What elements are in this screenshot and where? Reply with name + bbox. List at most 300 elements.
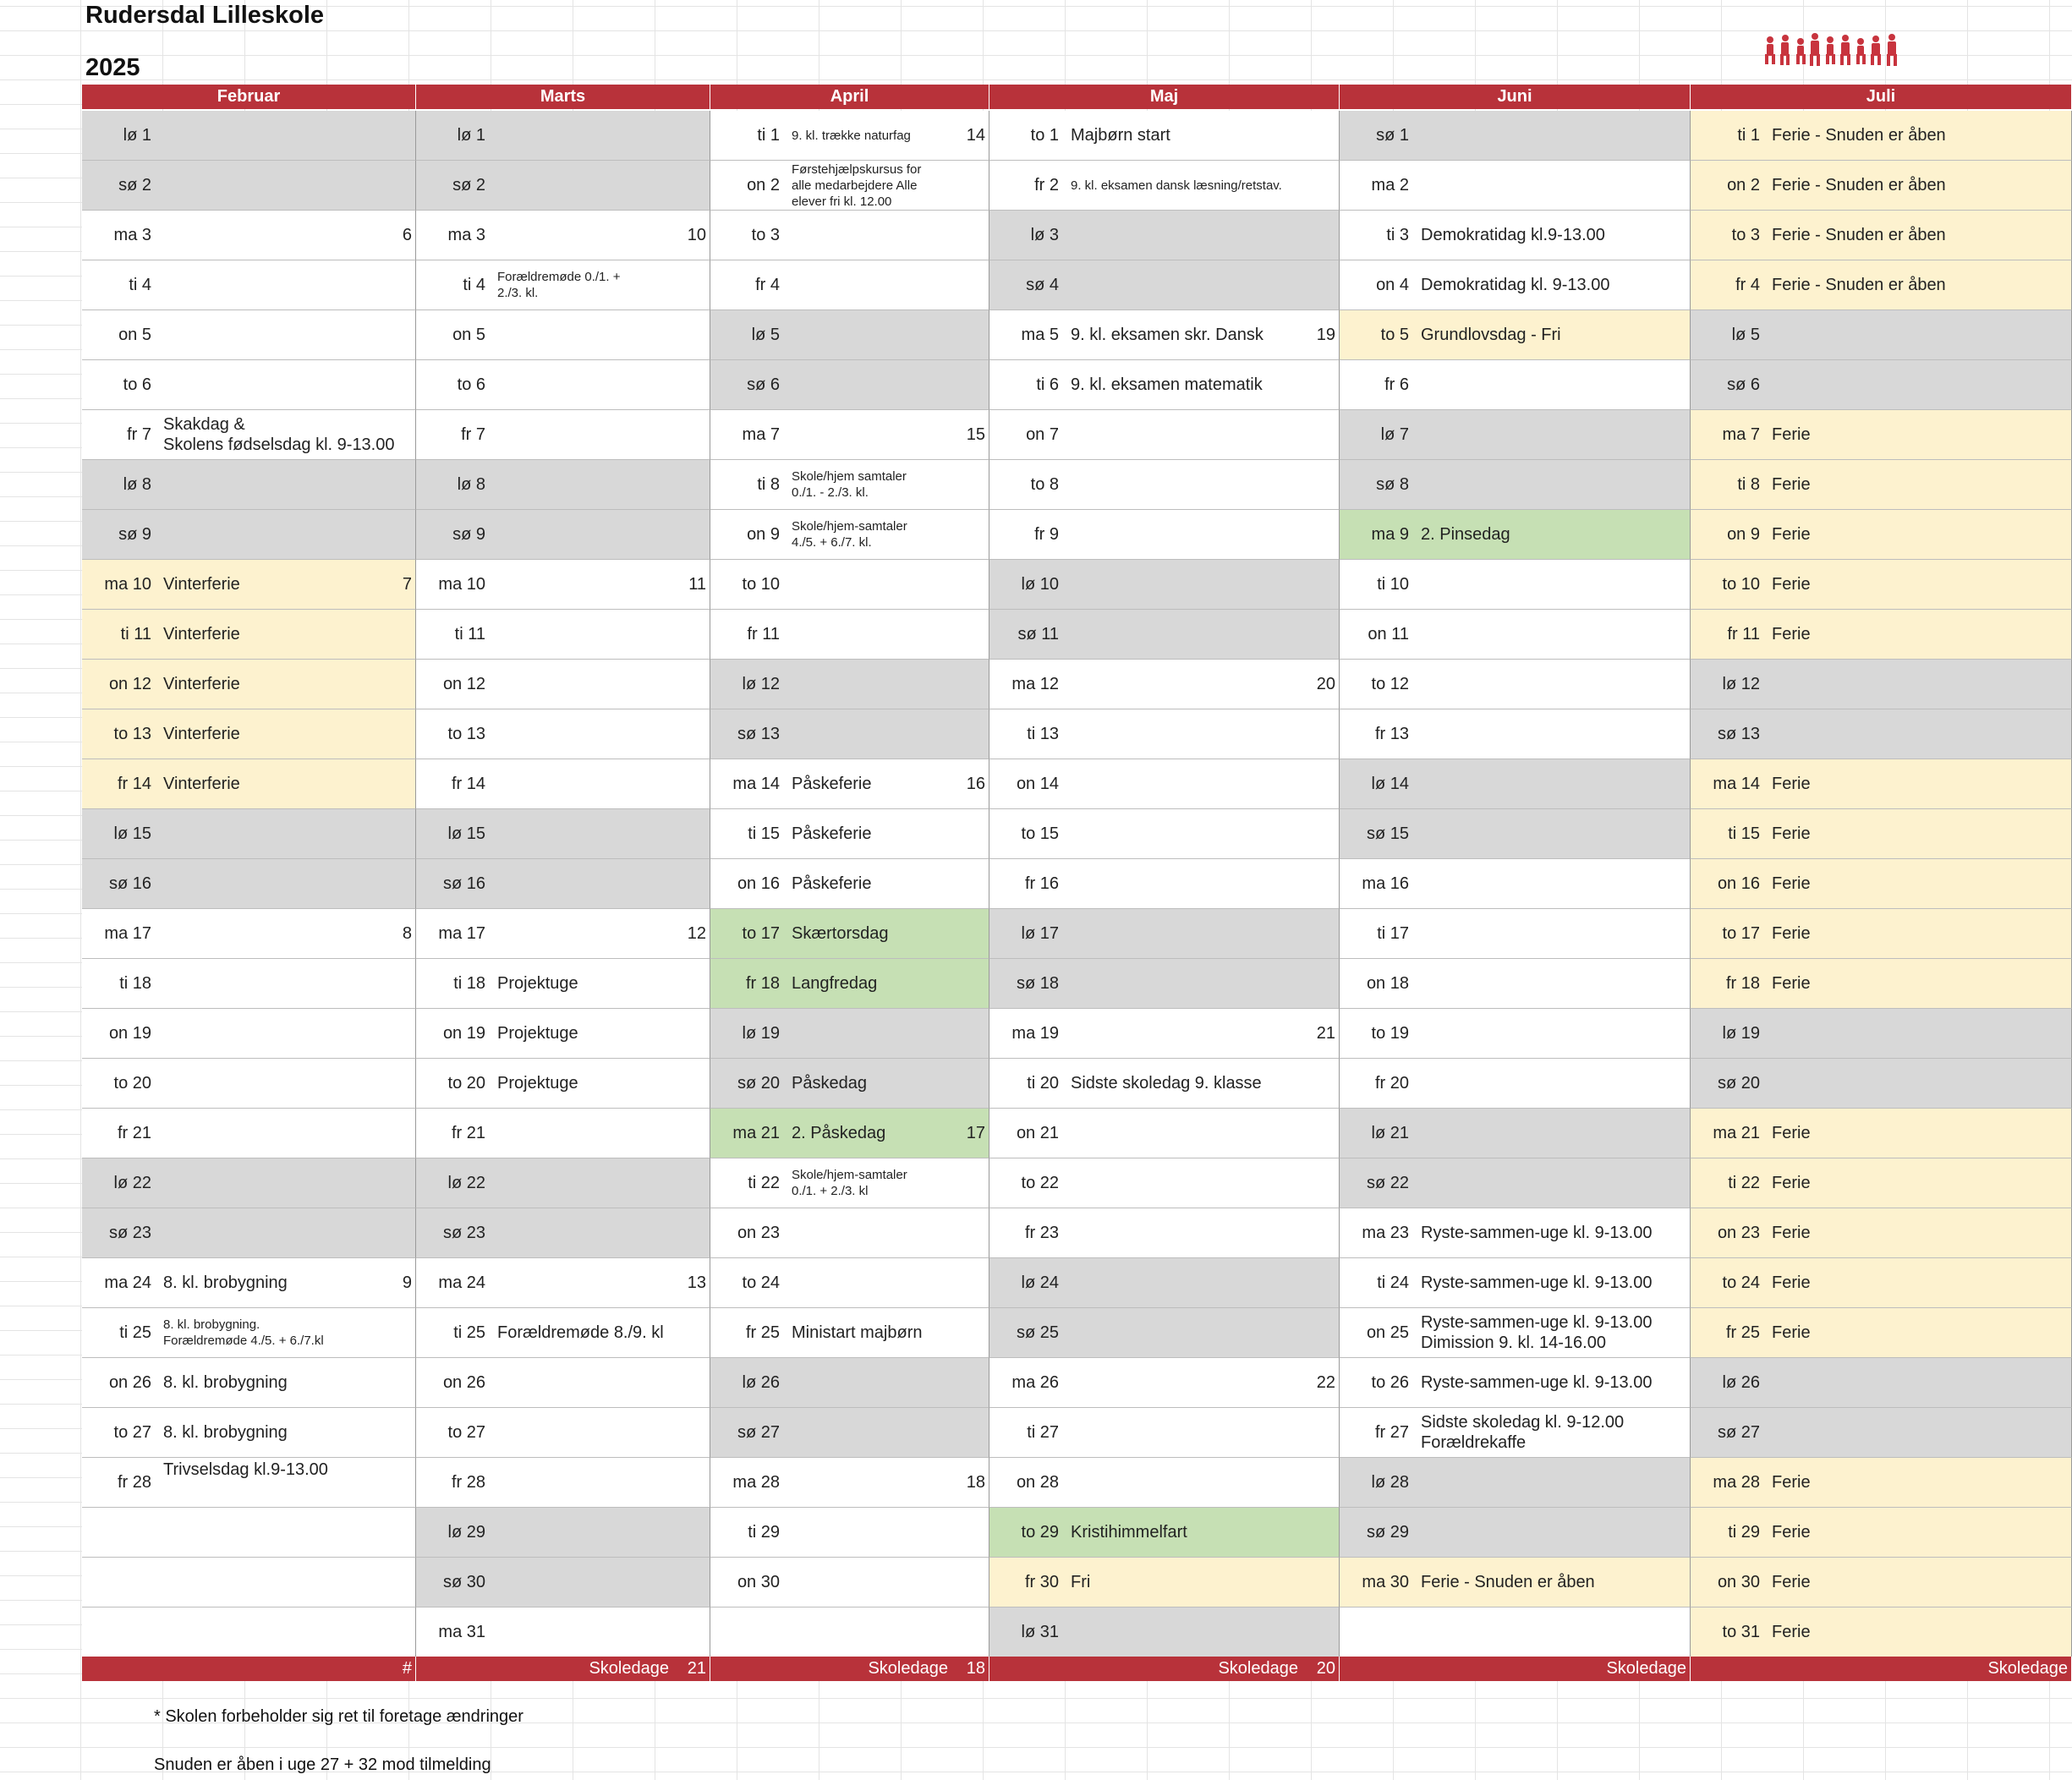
event-text: Ferie - Snuden er åben: [1772, 276, 1946, 294]
event-text: Førstehjælpskursus for alle medarbejdere Alle elever fri kl. 12.00: [792, 162, 922, 209]
day-cell: [82, 859, 416, 909]
day-label: on 9: [747, 524, 780, 544]
day-cell: [989, 1358, 1340, 1408]
day-cell: [416, 859, 710, 909]
school-title: Rudersdal Lilleskole: [85, 2, 325, 29]
school-days-count: 20: [1316, 1659, 1335, 1678]
day-label: sø 18: [1016, 973, 1059, 993]
day-label: ti 17: [1377, 923, 1409, 943]
event-text: Ferie: [1772, 924, 1811, 943]
day-cell: [1340, 310, 1691, 360]
day-label: fr 30: [1024, 1572, 1059, 1591]
day-cell: [1691, 1059, 2072, 1109]
day-label: fr 7: [127, 424, 151, 444]
day-cell: [416, 709, 710, 759]
day-cell: [710, 660, 989, 709]
day-label: lø 5: [751, 325, 780, 344]
event-text: Vinterferie: [163, 775, 240, 793]
day-cell: [82, 1558, 416, 1607]
day-cell: [82, 161, 416, 211]
day-cell: [710, 211, 989, 260]
day-cell: [1691, 909, 2072, 959]
day-label: on 19: [442, 1023, 485, 1043]
day-label: ti 22: [748, 1173, 780, 1192]
day-label: on 26: [442, 1372, 485, 1392]
event-text: 8. kl. brobygning: [163, 1273, 288, 1292]
day-label: sø 30: [442, 1572, 485, 1591]
day-label: to 3: [751, 225, 780, 244]
day-label: to 12: [1371, 674, 1409, 693]
day-label: on 28: [1016, 1472, 1059, 1492]
day-cell: [1691, 1358, 2072, 1408]
day-cell: [989, 360, 1340, 410]
month-header: Juli: [1691, 85, 2072, 109]
day-label: on 30: [737, 1572, 780, 1591]
day-label: ti 1: [1737, 125, 1760, 145]
day-cell: [1691, 310, 2072, 360]
month-footer: [710, 1657, 989, 1681]
event-text: Majbørn start: [1071, 126, 1170, 145]
day-label: fr 18: [1725, 973, 1760, 993]
day-label: fr 11: [747, 624, 780, 644]
event-text: Ferie: [1772, 625, 1811, 644]
day-cell: [989, 1458, 1340, 1508]
day-cell: [416, 1508, 710, 1558]
day-label: ma 10: [104, 574, 151, 594]
event-text: Vinterferie: [163, 725, 240, 743]
day-cell: [989, 709, 1340, 759]
event-text: Skole/hjem-samtaler 0./1. + 2./3. kl: [792, 1168, 907, 1198]
month-footer: [82, 1657, 416, 1681]
day-cell: [1691, 660, 2072, 709]
day-cell: [1691, 260, 2072, 310]
day-label: ma 28: [732, 1472, 780, 1492]
day-cell: [82, 959, 416, 1009]
week-number: 8: [402, 923, 412, 943]
day-cell: [710, 310, 989, 360]
day-cell: [710, 1258, 989, 1308]
day-label: to 15: [1021, 824, 1059, 843]
day-label: to 10: [1722, 574, 1760, 594]
week-number: 18: [966, 1472, 985, 1492]
day-label: ti 18: [119, 973, 151, 993]
week-number: 22: [1316, 1372, 1335, 1392]
day-cell: [1691, 1258, 2072, 1308]
day-label: lø 12: [742, 674, 780, 693]
day-label: to 17: [1722, 923, 1760, 943]
event-text: Projektuge: [497, 974, 578, 993]
day-label: on 5: [452, 325, 485, 344]
day-label: ti 3: [1386, 225, 1409, 244]
event-text: 2. Påskedag: [792, 1124, 886, 1142]
day-cell: [989, 809, 1340, 859]
day-cell: [1340, 161, 1691, 211]
day-label: to 26: [1371, 1372, 1409, 1392]
day-cell: [416, 759, 710, 809]
day-label: sø 23: [108, 1223, 151, 1242]
day-label: fr 14: [451, 774, 485, 793]
day-label: fr 25: [1725, 1323, 1760, 1342]
day-label: fr 18: [745, 973, 780, 993]
day-cell: [416, 1009, 710, 1059]
day-cell: [82, 1158, 416, 1208]
event-text: Sidste skoledag 9. klasse: [1071, 1074, 1262, 1093]
day-cell: [1691, 161, 2072, 211]
day-cell: [82, 460, 416, 510]
event-text: Sidste skoledag kl. 9-12.00 Forældrekaffe: [1421, 1413, 1625, 1452]
day-label: sø 2: [118, 175, 151, 194]
month-footer: [1340, 1657, 1691, 1681]
day-cell: [82, 1109, 416, 1158]
day-cell: [82, 410, 416, 460]
day-cell: [989, 1607, 1340, 1657]
day-label: fr 20: [1374, 1073, 1409, 1093]
day-label: on 21: [1016, 1123, 1059, 1142]
day-cell: [710, 1109, 989, 1158]
day-label: fr 13: [1374, 724, 1409, 743]
event-text: Skærtorsdag: [792, 924, 889, 943]
day-cell: [82, 1358, 416, 1408]
day-cell: [416, 360, 710, 410]
day-cell: [416, 410, 710, 460]
day-cell: [1340, 410, 1691, 460]
day-label: ma 26: [1011, 1372, 1059, 1392]
day-cell: [82, 1059, 416, 1109]
day-cell: [416, 909, 710, 959]
week-number: 20: [1316, 674, 1335, 693]
day-cell: [416, 610, 710, 660]
day-label: sø 4: [1026, 275, 1059, 294]
day-cell: [1340, 660, 1691, 709]
day-label: fr 9: [1034, 524, 1059, 544]
day-label: on 2: [1727, 175, 1760, 194]
day-label: lø 22: [113, 1173, 151, 1192]
day-cell: [416, 211, 710, 260]
day-label: ma 30: [1362, 1572, 1409, 1591]
day-label: fr 7: [461, 424, 485, 444]
day-label: sø 20: [737, 1073, 780, 1093]
day-label: sø 25: [1016, 1323, 1059, 1342]
day-label: to 31: [1722, 1622, 1760, 1641]
day-label: sø 1: [1376, 125, 1409, 145]
day-cell: [1691, 1607, 2072, 1657]
week-number: 11: [688, 574, 706, 594]
day-cell: [82, 660, 416, 709]
day-label: to 6: [457, 375, 485, 394]
day-cell: [989, 410, 1340, 460]
day-cell: [1340, 909, 1691, 959]
day-cell: [1340, 1308, 1691, 1358]
day-label: lø 26: [1722, 1372, 1760, 1392]
day-label: sø 11: [1017, 624, 1059, 644]
day-cell: [710, 560, 989, 610]
school-days-label: Skoledage: [1987, 1659, 2068, 1678]
day-cell: [1340, 560, 1691, 610]
day-label: ma 7: [1722, 424, 1760, 444]
day-label: sø 22: [1366, 1173, 1409, 1192]
day-label: on 19: [108, 1023, 151, 1043]
day-label: lø 7: [1380, 424, 1409, 444]
day-label: on 4: [1376, 275, 1409, 294]
day-label: ma 21: [732, 1123, 780, 1142]
day-label: ma 17: [104, 923, 151, 943]
event-text: Ferie: [1772, 1573, 1811, 1591]
day-label: ma 3: [113, 225, 151, 244]
event-text: Påskeferie: [792, 824, 872, 843]
day-cell: [710, 1158, 989, 1208]
day-label: on 16: [737, 874, 780, 893]
day-cell: [82, 211, 416, 260]
note-snuden: Snuden er åben i uge 27 + 32 mod tilmelding: [154, 1755, 491, 1774]
day-cell: [989, 1308, 1340, 1358]
day-cell: [1691, 1109, 2072, 1158]
day-label: ti 20: [1027, 1073, 1059, 1093]
day-label: ma 24: [104, 1273, 151, 1292]
day-label: to 5: [1380, 325, 1409, 344]
day-label: sø 29: [1366, 1522, 1409, 1542]
day-label: lø 1: [457, 125, 485, 145]
event-text: Ferie: [1772, 874, 1811, 893]
day-label: ti 29: [748, 1522, 780, 1542]
week-number: 21: [1316, 1023, 1335, 1043]
day-cell: [416, 111, 710, 161]
day-cell: [989, 909, 1340, 959]
day-label: to 3: [1731, 225, 1760, 244]
event-text: Skole/hjem-samtaler 4./5. + 6./7. kl.: [792, 519, 907, 550]
day-label: lø 14: [1371, 774, 1409, 793]
day-label: on 26: [108, 1372, 151, 1392]
day-label: fr 16: [1024, 874, 1059, 893]
event-text: Grundlovsdag - Fri: [1421, 326, 1561, 344]
event-text: Ferie: [1772, 824, 1811, 843]
day-cell: [989, 510, 1340, 560]
day-cell: [989, 1158, 1340, 1208]
event-text: Ferie: [1772, 525, 1811, 544]
day-label: ti 10: [1377, 574, 1409, 594]
day-cell: [1691, 510, 2072, 560]
event-text: Ferie: [1772, 1124, 1811, 1142]
day-label: sø 20: [1717, 1073, 1760, 1093]
event-text: Ferie: [1772, 425, 1811, 444]
day-cell: [82, 709, 416, 759]
day-label: ma 3: [447, 225, 485, 244]
day-cell: [1691, 1408, 2072, 1458]
day-label: lø 17: [1021, 923, 1059, 943]
day-label: on 23: [1717, 1223, 1760, 1242]
event-text: Skole/hjem samtaler 0./1. - 2./3. kl.: [792, 469, 907, 500]
event-text: Ferie: [1772, 1174, 1811, 1192]
day-cell: [1691, 410, 2072, 460]
day-cell: [1340, 959, 1691, 1009]
event-text: Fri: [1071, 1573, 1091, 1591]
day-label: sø 27: [737, 1422, 780, 1442]
note-changes: * Skolen forbeholder sig ret til foretage ændringer: [154, 1707, 523, 1726]
week-number: 15: [966, 424, 985, 444]
day-label: ma 24: [438, 1273, 485, 1292]
day-label: fr 27: [1374, 1422, 1409, 1442]
day-label: ti 24: [1377, 1273, 1409, 1292]
day-label: lø 24: [1021, 1273, 1059, 1292]
event-text: Ryste-sammen-uge kl. 9-13.00: [1421, 1273, 1653, 1292]
event-text: Ferie: [1772, 1523, 1811, 1542]
day-label: ma 7: [742, 424, 780, 444]
day-label: ma 31: [438, 1622, 485, 1641]
day-cell: [1691, 859, 2072, 909]
event-text: Projektuge: [497, 1024, 578, 1043]
day-cell: [1691, 460, 2072, 510]
event-text: Ferie - Snuden er åben: [1421, 1573, 1595, 1591]
day-cell: [82, 909, 416, 959]
event-text: 8. kl. brobygning: [163, 1423, 288, 1442]
day-cell: [1691, 1208, 2072, 1258]
day-cell: [416, 1358, 710, 1408]
day-cell: [416, 1208, 710, 1258]
day-cell: [989, 959, 1340, 1009]
day-label: sø 16: [108, 874, 151, 893]
week-number: 14: [966, 125, 985, 145]
day-cell: [1340, 1158, 1691, 1208]
day-label: ti 15: [748, 824, 780, 843]
day-label: ti 1: [757, 125, 780, 145]
school-days-label: Skoledage: [868, 1659, 948, 1678]
day-label: sø 8: [1376, 474, 1409, 494]
day-cell: [710, 809, 989, 859]
day-cell: [1340, 1607, 1691, 1657]
day-label: on 11: [1368, 624, 1409, 644]
event-text: Vinterferie: [163, 625, 240, 644]
day-cell: [416, 1258, 710, 1308]
day-label: sø 13: [737, 724, 780, 743]
day-cell: [710, 510, 989, 560]
day-cell: [710, 859, 989, 909]
day-cell: [416, 1308, 710, 1358]
day-label: ti 11: [454, 624, 485, 644]
day-cell: [416, 1158, 710, 1208]
month-header: Marts: [416, 85, 710, 109]
day-label: lø 21: [1371, 1123, 1409, 1142]
day-label: ma 28: [1713, 1472, 1760, 1492]
day-label: ma 2: [1371, 175, 1409, 194]
day-label: to 17: [742, 923, 780, 943]
event-text: Trivselsdag kl.9-13.00: [163, 1460, 328, 1479]
day-label: fr 23: [1024, 1223, 1059, 1242]
day-cell: [710, 1458, 989, 1508]
day-label: to 13: [447, 724, 485, 743]
day-cell: [1691, 809, 2072, 859]
day-label: lø 19: [742, 1023, 780, 1043]
event-text: Vinterferie: [163, 675, 240, 693]
month-footer: [416, 1657, 710, 1681]
week-number: 17: [966, 1123, 985, 1142]
day-cell: [1340, 1408, 1691, 1458]
day-label: ti 22: [1728, 1173, 1760, 1192]
event-text: Ferie: [1772, 1323, 1811, 1342]
day-label: ti 27: [1027, 1422, 1059, 1442]
event-text: 8. kl. brobygning. Forældremøde 4./5. + 6./7.kl: [163, 1317, 324, 1348]
day-cell: [989, 1408, 1340, 1458]
day-cell: [82, 360, 416, 410]
day-label: to 20: [113, 1073, 151, 1093]
day-label: fr 14: [117, 774, 151, 793]
day-cell: [1340, 1009, 1691, 1059]
event-text: 2. Pinsedag: [1421, 525, 1510, 544]
day-label: on 5: [118, 325, 151, 344]
day-cell: [989, 161, 1340, 211]
day-label: on 23: [737, 1223, 780, 1242]
week-number: 6: [402, 225, 412, 244]
day-cell: [1340, 1258, 1691, 1308]
day-label: to 8: [1030, 474, 1059, 494]
day-cell: [710, 959, 989, 1009]
day-cell: [710, 1308, 989, 1358]
day-label: fr 4: [1735, 275, 1760, 294]
day-cell: [1691, 1009, 2072, 1059]
week-number: 12: [687, 923, 706, 943]
event-text: Projektuge: [497, 1074, 578, 1093]
day-cell: [1691, 360, 2072, 410]
day-label: sø 16: [442, 874, 485, 893]
school-days-label: Skoledage: [589, 1659, 669, 1678]
day-cell: [82, 1258, 416, 1308]
day-label: to 22: [1021, 1173, 1059, 1192]
day-label: fr 25: [745, 1323, 780, 1342]
day-cell: [416, 959, 710, 1009]
day-label: ti 8: [757, 474, 780, 494]
day-label: ti 4: [463, 275, 485, 294]
day-cell: [710, 1059, 989, 1109]
month-header: Maj: [989, 85, 1340, 109]
day-cell: [710, 709, 989, 759]
day-label: ti 25: [453, 1323, 485, 1342]
day-cell: [82, 111, 416, 161]
event-text: Ferie: [1772, 1273, 1811, 1292]
day-label: ma 5: [1021, 325, 1059, 344]
day-cell: [989, 211, 1340, 260]
day-cell: [1340, 360, 1691, 410]
school-logo: [1763, 32, 1907, 68]
day-label: on 12: [442, 674, 485, 693]
day-cell: [989, 1208, 1340, 1258]
day-label: lø 1: [123, 125, 151, 145]
day-cell: [989, 111, 1340, 161]
event-text: Skakdag & Skolens fødselsdag kl. 9-13.00: [163, 415, 395, 454]
day-label: ma 21: [1713, 1123, 1760, 1142]
day-cell: [989, 1059, 1340, 1109]
day-cell: [1340, 1358, 1691, 1408]
event-text: Påskedag: [792, 1074, 867, 1093]
day-cell: [1691, 959, 2072, 1009]
month-footer: [1691, 1657, 2072, 1681]
month-footer: [989, 1657, 1340, 1681]
day-label: sø 9: [118, 524, 151, 544]
day-label: lø 15: [113, 824, 151, 843]
school-days-count: #: [402, 1659, 412, 1678]
day-label: sø 23: [442, 1223, 485, 1242]
day-cell: [416, 510, 710, 560]
day-cell: [82, 1208, 416, 1258]
day-label: lø 28: [1371, 1472, 1409, 1492]
week-number: 9: [402, 1273, 412, 1292]
event-text: Ferie - Snuden er åben: [1772, 226, 1946, 244]
day-cell: [416, 560, 710, 610]
day-label: ma 14: [732, 774, 780, 793]
day-label: ma 23: [1362, 1223, 1409, 1242]
day-label: ti 8: [1737, 474, 1760, 494]
event-text: Langfredag: [792, 974, 878, 993]
day-cell: [82, 310, 416, 360]
month-header: April: [710, 85, 989, 109]
day-cell: [1340, 1558, 1691, 1607]
